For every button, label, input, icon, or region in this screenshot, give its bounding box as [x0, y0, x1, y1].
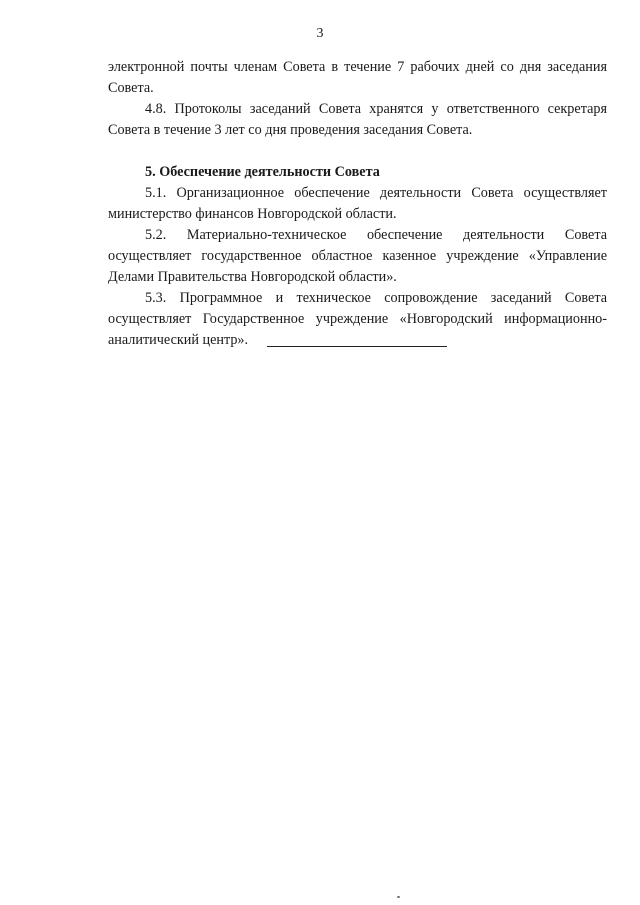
section-heading: 5. Обеспечение деятельности Совета	[145, 164, 380, 180]
paragraph-4-8: 4.8. Протоколы заседаний Совета хранятся у ответственного секретаря Совета в течение 3 лет со дня проведения заседания Совета.	[108, 101, 607, 138]
paragraph-continued: электронной почты членам Совета в течение 7 рабочих дней со дня заседания Совета.	[108, 59, 607, 96]
paragraph-5-3: 5.3. Программное и техническое сопровождение заседаний Совета осуществляет Государственное учреждение «Новгородский информационно-аналитический центр».	[108, 290, 607, 348]
page-number: 3	[316, 26, 324, 41]
scan-speck	[397, 896, 400, 898]
document-body	[108, 57, 607, 351]
paragraph-5-1: 5.1. Организационное обеспечение деятельности Совета осуществляет министерство финансов Новгородской области.	[108, 185, 607, 222]
end-of-document-rule	[267, 346, 447, 347]
paragraph-5-2: 5.2. Материально-техническое обеспечение деятельности Совета осуществляет государственное областное казенное учреждение «Управление Делами Правительства Новгородской области».	[108, 227, 607, 285]
